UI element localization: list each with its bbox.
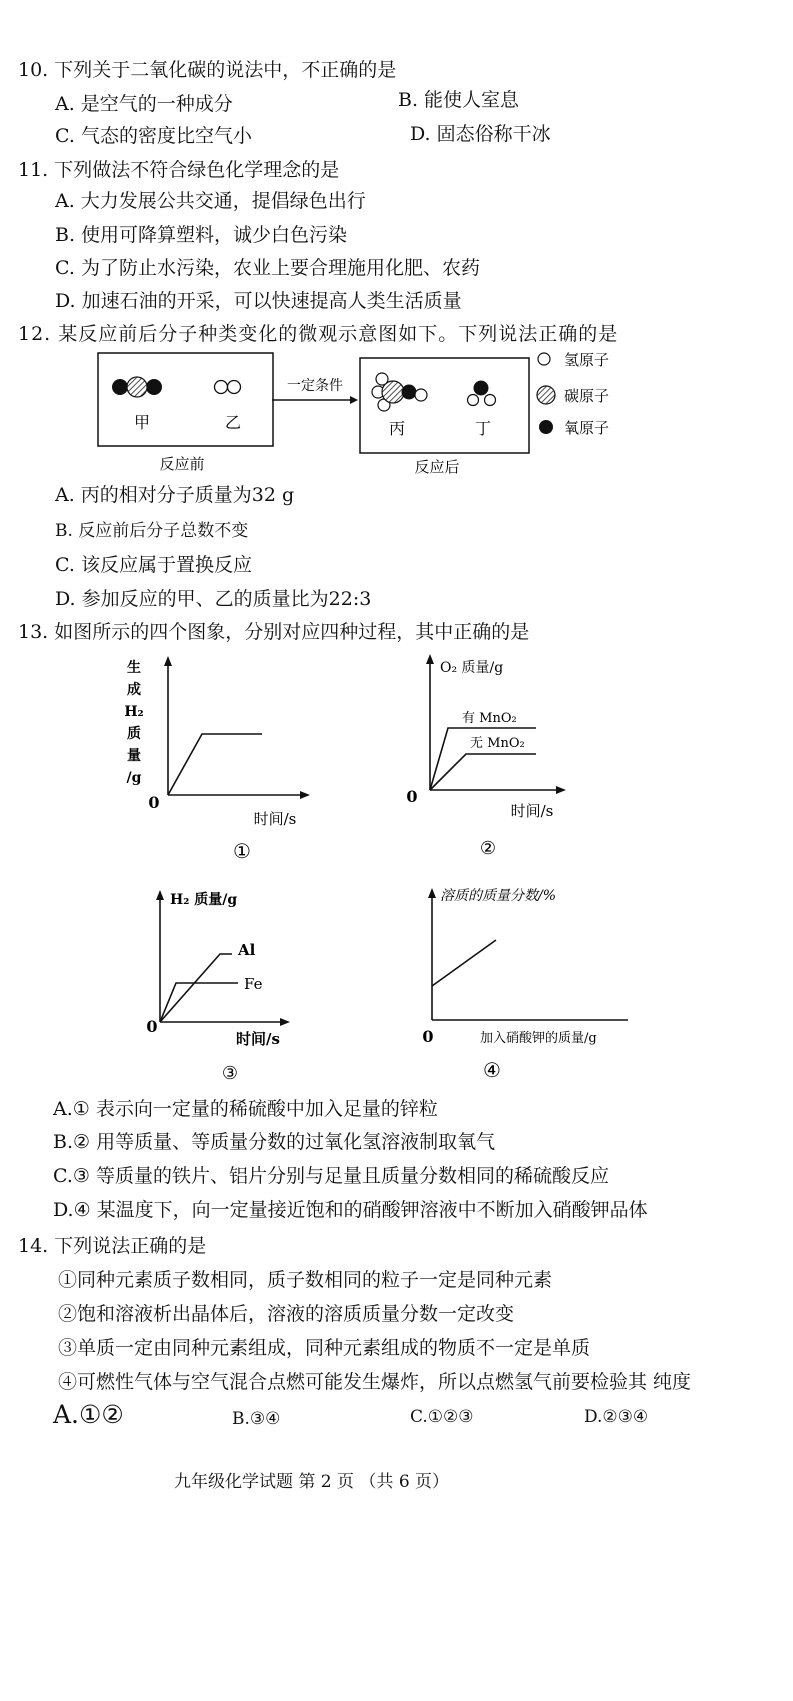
graph-2 — [400, 650, 580, 870]
q10-option-a: A. 是空气的一种成分 — [55, 93, 233, 115]
q10-option-c: C. 气态的密度比空气小 — [55, 125, 252, 147]
graph-1 — [120, 650, 320, 870]
graph-4-curve — [432, 940, 496, 986]
q14-stem: 14. 下列说法正确的是 — [18, 1235, 207, 1257]
graph-3-series-fe: Fe — [244, 975, 263, 993]
graph-2-series-with: 有 MnO₂ — [462, 711, 517, 726]
graph-3-series-al: Al — [238, 941, 256, 959]
q14-option-a: A.①② — [53, 1400, 124, 1429]
graph-1-ylabel: 质 — [127, 726, 141, 742]
q11-option-d: D. 加速石油的开采，可以快速提高人类生活质量 — [55, 290, 462, 312]
graph-1-ylabel: H₂ — [124, 704, 144, 720]
q14-statement-4: ④可燃性气体与空气混合点燃可能发生爆炸，所以点燃氢气前要检验其 纯度 — [58, 1371, 692, 1393]
graph-2-curve-without-mno2 — [430, 754, 536, 790]
q14-option-b: B.③④ — [232, 1409, 281, 1429]
graph-2-ylabel: O₂ 质量/g — [440, 660, 504, 676]
q14-statement-1: ①同种元素质子数相同，质子数相同的粒子一定是同种元素 — [58, 1269, 553, 1291]
legend-carbon-icon — [537, 386, 555, 404]
graph-1-ylabel: /g — [126, 770, 142, 786]
graph-4-xlabel: 加入硝酸钾的质量/g — [480, 1031, 597, 1046]
q14-statement-2: ②饱和溶液析出晶体后，溶液的溶质质量分数一定改变 — [58, 1303, 515, 1325]
q12-option-c: C. 该反应属于置换反应 — [55, 554, 252, 576]
graph-4 — [410, 880, 650, 1085]
page-footer: 九年级化学试题 第 2 页 （共 6 页） — [174, 1472, 450, 1492]
q12-option-d: D. 参加反应的甲、乙的质量比为22:3 — [55, 588, 372, 610]
q11-option-b: B. 使用可降算塑料，诚少白色污染 — [55, 224, 348, 246]
graph-2-number: ② — [479, 838, 497, 859]
graph-2-xlabel: 时间/s — [510, 802, 554, 820]
legend-hydrogen: 氢原子 — [564, 351, 610, 369]
q14-option-c: C.①②③ — [410, 1407, 474, 1427]
co2-molecule — [112, 377, 162, 397]
q11-stem: 11. 下列做法不符合绿色化学理念的是 — [18, 159, 340, 181]
label-ding: 丁 — [474, 419, 492, 438]
graph-3 — [130, 880, 330, 1085]
graph-1-ylabel: 量 — [127, 748, 141, 764]
graph-4-number: ④ — [483, 1058, 501, 1082]
label-after: 反应后 — [414, 458, 460, 476]
reaction-condition: 一定条件 — [287, 378, 343, 394]
q10-option-d: D. 固态俗称干冰 — [410, 123, 551, 145]
graph-3-curve-fe — [160, 983, 238, 1022]
q13-option-c: C.③ 等质量的铁片、铝片分别与足量且质量分数相同的稀硫酸反应 — [53, 1165, 609, 1187]
q13-option-d: D.④ 某温度下，向一定量接近饱和的硝酸钾溶液中不断加入硝酸钾品体 — [53, 1199, 648, 1221]
graph-1-number: ① — [233, 839, 251, 863]
graph-3-number: ③ — [221, 1063, 239, 1084]
graph-2-origin: 0 — [406, 787, 418, 806]
graph-2-series-without: 无 MnO₂ — [470, 736, 525, 751]
q12-stem: 12. 某反应前后分子种类变化的微观示意图如下。下列说法正确的是 — [18, 323, 619, 345]
q11-option-c: C. 为了防止水污染，农业上要合理施用化肥、农药 — [55, 257, 480, 279]
legend-oxygen-icon — [539, 420, 553, 434]
label-jia: 甲 — [133, 413, 151, 432]
graph-1-curve — [168, 734, 262, 795]
q12-option-b: B. 反应前后分子总数不变 — [55, 521, 249, 541]
q14-statement-3: ③单质一定由同种元素组成，同种元素组成的物质不一定是单质 — [58, 1337, 591, 1359]
q10-stem: 10. 下列关于二氧化碳的说法中，不正确的是 — [18, 59, 397, 81]
legend-oxygen: 氧原子 — [564, 419, 610, 437]
legend-carbon: 碳原子 — [564, 387, 610, 405]
graph-4-origin: 0 — [422, 1027, 434, 1046]
graph-3-curve-al — [160, 954, 232, 1022]
legend-hydrogen-icon — [538, 353, 550, 365]
label-bing: 丙 — [388, 419, 406, 438]
q13-stem: 13. 如图所示的四个图象，分别对应四种过程，其中正确的是 — [18, 621, 530, 643]
h2o-molecule — [468, 381, 496, 406]
graph-1-origin: 0 — [148, 793, 160, 812]
before-box — [98, 353, 273, 446]
graph-1-ylabel: 生 — [127, 660, 141, 676]
q14-option-d: D.②③④ — [584, 1407, 649, 1427]
graph-1-xlabel: 时间/s — [253, 810, 297, 828]
graph-4-ylabel: 溶质的质量分数/% — [440, 888, 557, 904]
h2-molecule — [215, 381, 241, 394]
graph-3-ylabel: H₂ 质量/g — [170, 892, 238, 908]
graph-3-xlabel: 时间/s — [236, 1030, 280, 1048]
q11-option-a: A. 大力发展公共交通，提倡绿色出行 — [55, 190, 366, 212]
label-yi: 乙 — [224, 413, 242, 432]
ch3oh-molecule — [372, 373, 427, 411]
graph-3-origin: 0 — [146, 1017, 158, 1036]
q10-option-b: B. 能使人室息 — [398, 89, 520, 111]
q13-option-a: A.① 表示向一定量的稀硫酸中加入足量的锌粒 — [53, 1098, 438, 1120]
reaction-diagram — [90, 350, 650, 480]
graph-1-ylabel: 成 — [127, 682, 141, 698]
q13-option-b: B.② 用等质量、等质量分数的过氧化氢溶液制取氧气 — [53, 1131, 496, 1153]
label-before: 反应前 — [159, 455, 205, 473]
q12-option-a: A. 丙的相对分子质量为32 g — [55, 484, 295, 506]
